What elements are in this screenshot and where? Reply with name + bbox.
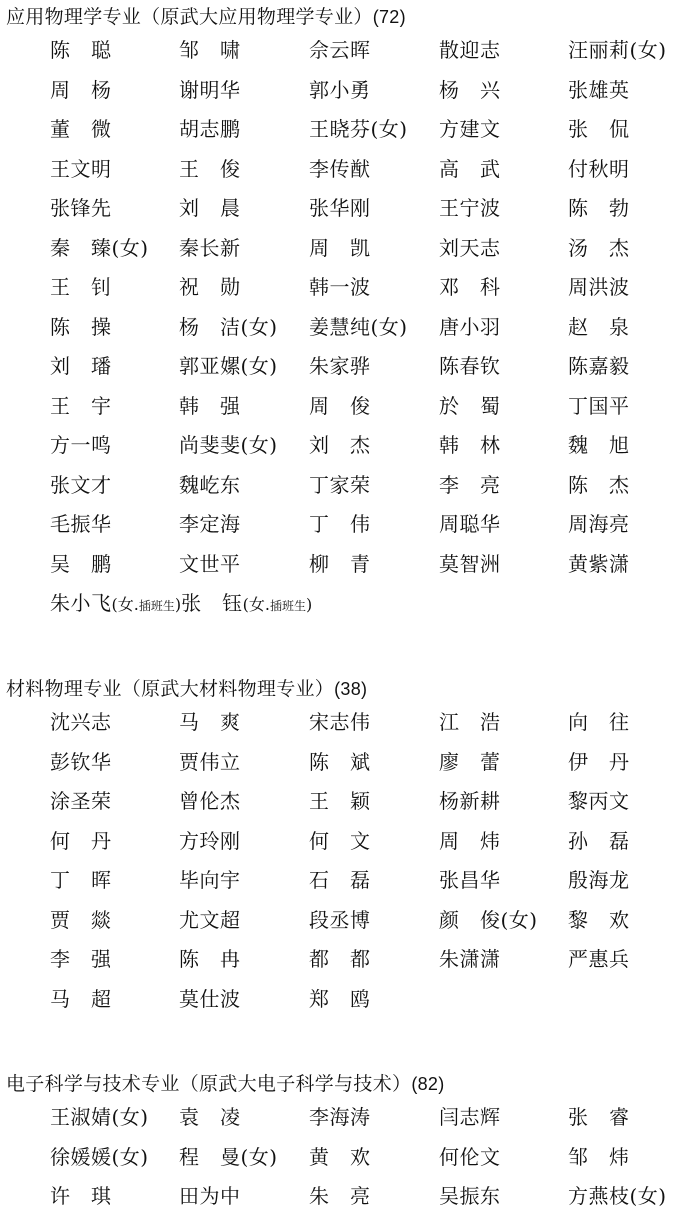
name-row — [0, 391, 683, 421]
student-name: 黄 欢 — [309, 1144, 371, 1169]
name-row — [0, 470, 683, 500]
student-name: 严惠兵 — [568, 947, 630, 971]
student-name: 董 微 — [50, 117, 112, 141]
student-name: 莫仕波 — [179, 986, 241, 1011]
name-row — [0, 193, 683, 223]
student-name: 贾 燚 — [50, 907, 112, 932]
student-name: 彭钦华 — [50, 749, 112, 774]
name-row — [0, 707, 683, 737]
student-name: 陈 聪 — [50, 38, 112, 62]
student-name: 黄紫潇 — [568, 551, 630, 576]
student-name: 周海亮 — [568, 512, 630, 536]
student-name: 郑 鸥 — [309, 986, 371, 1011]
student-name: 吴 鹏 — [50, 551, 112, 576]
name-row — [0, 114, 683, 144]
note-close: ) — [174, 595, 182, 614]
note-open: (女. — [242, 595, 270, 614]
student-name: 汪丽莉(女) — [568, 38, 667, 62]
student-name: 陈 勃 — [568, 196, 630, 220]
student-name: 张文才 — [50, 472, 112, 497]
name-row — [0, 351, 683, 381]
student-name: 张 钰 — [181, 591, 243, 615]
student-name: 李海涛 — [309, 1105, 371, 1129]
student-name: 秦 臻(女) — [50, 235, 149, 260]
name-row — [0, 1102, 683, 1132]
student-name: 尤文超 — [179, 907, 241, 932]
note-close: ) — [305, 595, 313, 614]
transfer-students — [50, 588, 312, 621]
student-note — [111, 595, 182, 614]
note-transfer-label: 插班生 — [138, 599, 175, 613]
student-name: 张锋先 — [50, 196, 112, 220]
student-name: 高 武 — [439, 156, 501, 181]
student-name: 王 颖 — [309, 789, 371, 813]
section-heading — [6, 4, 406, 30]
note-transfer-label: 插班生 — [269, 599, 306, 613]
student-name: 孙 磊 — [568, 828, 630, 853]
section-heading — [6, 676, 367, 702]
name-row — [0, 430, 683, 460]
student-name: 黎丙文 — [568, 789, 630, 813]
student-name: 刘 杰 — [309, 433, 371, 457]
section-title: 应用物理学专业（原武大应用物理学专业） — [6, 6, 373, 28]
student-name: 李定海 — [179, 512, 241, 536]
student-name: 方燕枝(女) — [568, 1184, 667, 1208]
name-row — [0, 312, 683, 342]
student-name: 王晓芬(女) — [309, 117, 408, 141]
student-name: 何 丹 — [50, 828, 112, 853]
student-name: 吴振东 — [439, 1184, 501, 1208]
student-name: 何 文 — [309, 828, 371, 853]
student-name: 涂圣荣 — [50, 789, 112, 813]
section-count: (72) — [372, 7, 406, 27]
student-name: 邓 科 — [439, 275, 501, 299]
student-name: 段丞博 — [309, 907, 371, 932]
student-name: 李 强 — [50, 947, 112, 971]
student-name: 马 超 — [50, 986, 112, 1011]
student-name: 徐媛媛(女) — [50, 1144, 149, 1169]
name-row — [0, 786, 683, 816]
student-name: 朱小飞 — [50, 591, 112, 615]
student-name: 郭亚嫘(女) — [179, 354, 278, 378]
section-count: (38) — [334, 679, 368, 699]
name-row — [0, 509, 683, 539]
student-name: 张 侃 — [568, 117, 630, 141]
student-name: 张昌华 — [439, 868, 501, 892]
student-name: 杨 兴 — [439, 77, 501, 102]
student-name: 廖 蕾 — [439, 749, 501, 774]
student-name: 沈兴志 — [50, 710, 112, 734]
student-name: 陈 杰 — [568, 472, 630, 497]
name-row — [0, 272, 683, 302]
student-name: 秦长新 — [179, 235, 241, 260]
student-name: 王宁波 — [439, 196, 501, 220]
student-name: 散迎志 — [439, 38, 501, 62]
student-name: 姜慧纯(女) — [309, 314, 408, 339]
student-name: 伊 丹 — [568, 749, 630, 774]
student-name: 田为中 — [179, 1184, 241, 1208]
student-name: 杨 洁(女) — [179, 314, 278, 339]
student-name: 刘 晨 — [179, 196, 241, 220]
student-name: 韩一波 — [309, 275, 371, 299]
student-name: 张雄英 — [568, 77, 630, 102]
section-heading — [6, 1071, 445, 1097]
student-name: 丁 伟 — [309, 512, 371, 536]
student-name: 江 浩 — [439, 710, 501, 734]
student-name: 贾伟立 — [179, 749, 241, 774]
student-name: 朱家骅 — [309, 354, 371, 378]
student-note — [242, 595, 313, 614]
student-name: 宋志伟 — [309, 710, 371, 734]
student-name: 石 磊 — [309, 868, 371, 892]
student-name: 周聪华 — [439, 512, 501, 536]
student-name: 胡志鹏 — [179, 117, 241, 141]
student-name: 於 蜀 — [439, 393, 501, 418]
student-name: 陈春钦 — [439, 354, 501, 378]
student-name: 都 都 — [309, 947, 371, 971]
name-row — [0, 984, 683, 1014]
student-name: 柳 青 — [309, 551, 371, 576]
student-name: 邹 炜 — [568, 1144, 630, 1169]
student-name: 魏屹东 — [179, 472, 241, 497]
name-row — [0, 905, 683, 935]
student-name: 文世平 — [179, 551, 241, 576]
student-name: 王 宇 — [50, 393, 112, 418]
student-name: 陈 冉 — [179, 947, 241, 971]
student-name: 祝 勋 — [179, 275, 241, 299]
student-name: 王淑婧(女) — [50, 1105, 149, 1129]
student-name: 莫智洲 — [439, 551, 501, 576]
name-row — [0, 35, 683, 65]
name-row — [0, 826, 683, 856]
note-open: (女. — [111, 595, 139, 614]
name-row — [0, 944, 683, 974]
student-name: 向 往 — [568, 710, 630, 734]
student-name: 刘 璠 — [50, 354, 112, 378]
transfer-students-row — [0, 588, 683, 618]
name-row — [0, 75, 683, 105]
student-name: 丁家荣 — [309, 472, 371, 497]
student-name: 李传猷 — [309, 156, 371, 181]
student-name: 韩 强 — [179, 393, 241, 418]
student-name: 赵 泉 — [568, 314, 630, 339]
name-row — [0, 1181, 683, 1211]
student-name: 王 俊 — [179, 156, 241, 181]
student-name: 方一鸣 — [50, 433, 112, 457]
student-name: 魏 旭 — [568, 433, 630, 457]
student-name: 程 曼(女) — [179, 1144, 278, 1169]
section-count: (82) — [411, 1074, 445, 1094]
student-name: 马 爽 — [179, 710, 241, 734]
student-name: 张华刚 — [309, 196, 371, 220]
student-name: 王文明 — [50, 156, 112, 181]
student-name: 杨新耕 — [439, 789, 501, 813]
student-name: 周洪波 — [568, 275, 630, 299]
name-row — [0, 154, 683, 184]
name-row — [0, 747, 683, 777]
section-title: 材料物理专业（原武大材料物理专业） — [6, 678, 335, 700]
student-name: 付秋明 — [568, 156, 630, 181]
student-name: 佘云晖 — [309, 38, 371, 62]
student-name: 朱 亮 — [309, 1184, 371, 1208]
student-name: 韩 林 — [439, 433, 501, 457]
student-name: 谢明华 — [179, 77, 241, 102]
name-row — [0, 233, 683, 263]
name-row — [0, 865, 683, 895]
student-name: 朱潇潇 — [439, 947, 501, 971]
student-name: 陈嘉毅 — [568, 354, 630, 378]
student-name: 毛振华 — [50, 512, 112, 536]
student-name: 闫志辉 — [439, 1105, 501, 1129]
section-title: 电子科学与技术专业（原武大电子科学与技术） — [6, 1073, 412, 1095]
student-name: 黎 欢 — [568, 907, 630, 932]
student-name: 毕向宇 — [179, 868, 241, 892]
student-name: 曾伦杰 — [179, 789, 241, 813]
student-name: 颜 俊(女) — [439, 907, 538, 932]
name-row — [0, 1142, 683, 1172]
student-name: 周 炜 — [439, 828, 501, 853]
student-name: 袁 凌 — [179, 1105, 241, 1129]
student-name: 何伦文 — [439, 1144, 501, 1169]
student-name: 尚斐斐(女) — [179, 433, 278, 457]
student-name: 郭小勇 — [309, 77, 371, 102]
student-name: 丁国平 — [568, 393, 630, 418]
student-name: 汤 杰 — [568, 235, 630, 260]
student-name: 陈 操 — [50, 314, 112, 339]
student-name: 周 凯 — [309, 235, 371, 260]
student-name: 周 俊 — [309, 393, 371, 418]
student-name: 陈 斌 — [309, 749, 371, 774]
student-name: 王 钊 — [50, 275, 112, 299]
student-name: 方建文 — [439, 117, 501, 141]
student-name: 唐小羽 — [439, 314, 501, 339]
student-name: 许 琪 — [50, 1184, 112, 1208]
student-name: 张 睿 — [568, 1105, 630, 1129]
student-name: 邹 啸 — [179, 38, 241, 62]
student-name: 殷海龙 — [568, 868, 630, 892]
student-name: 刘天志 — [439, 235, 501, 260]
student-name: 周 杨 — [50, 77, 112, 102]
student-name: 李 亮 — [439, 472, 501, 497]
student-name: 丁 晖 — [50, 868, 112, 892]
student-name: 方玲刚 — [179, 828, 241, 853]
name-row — [0, 549, 683, 579]
